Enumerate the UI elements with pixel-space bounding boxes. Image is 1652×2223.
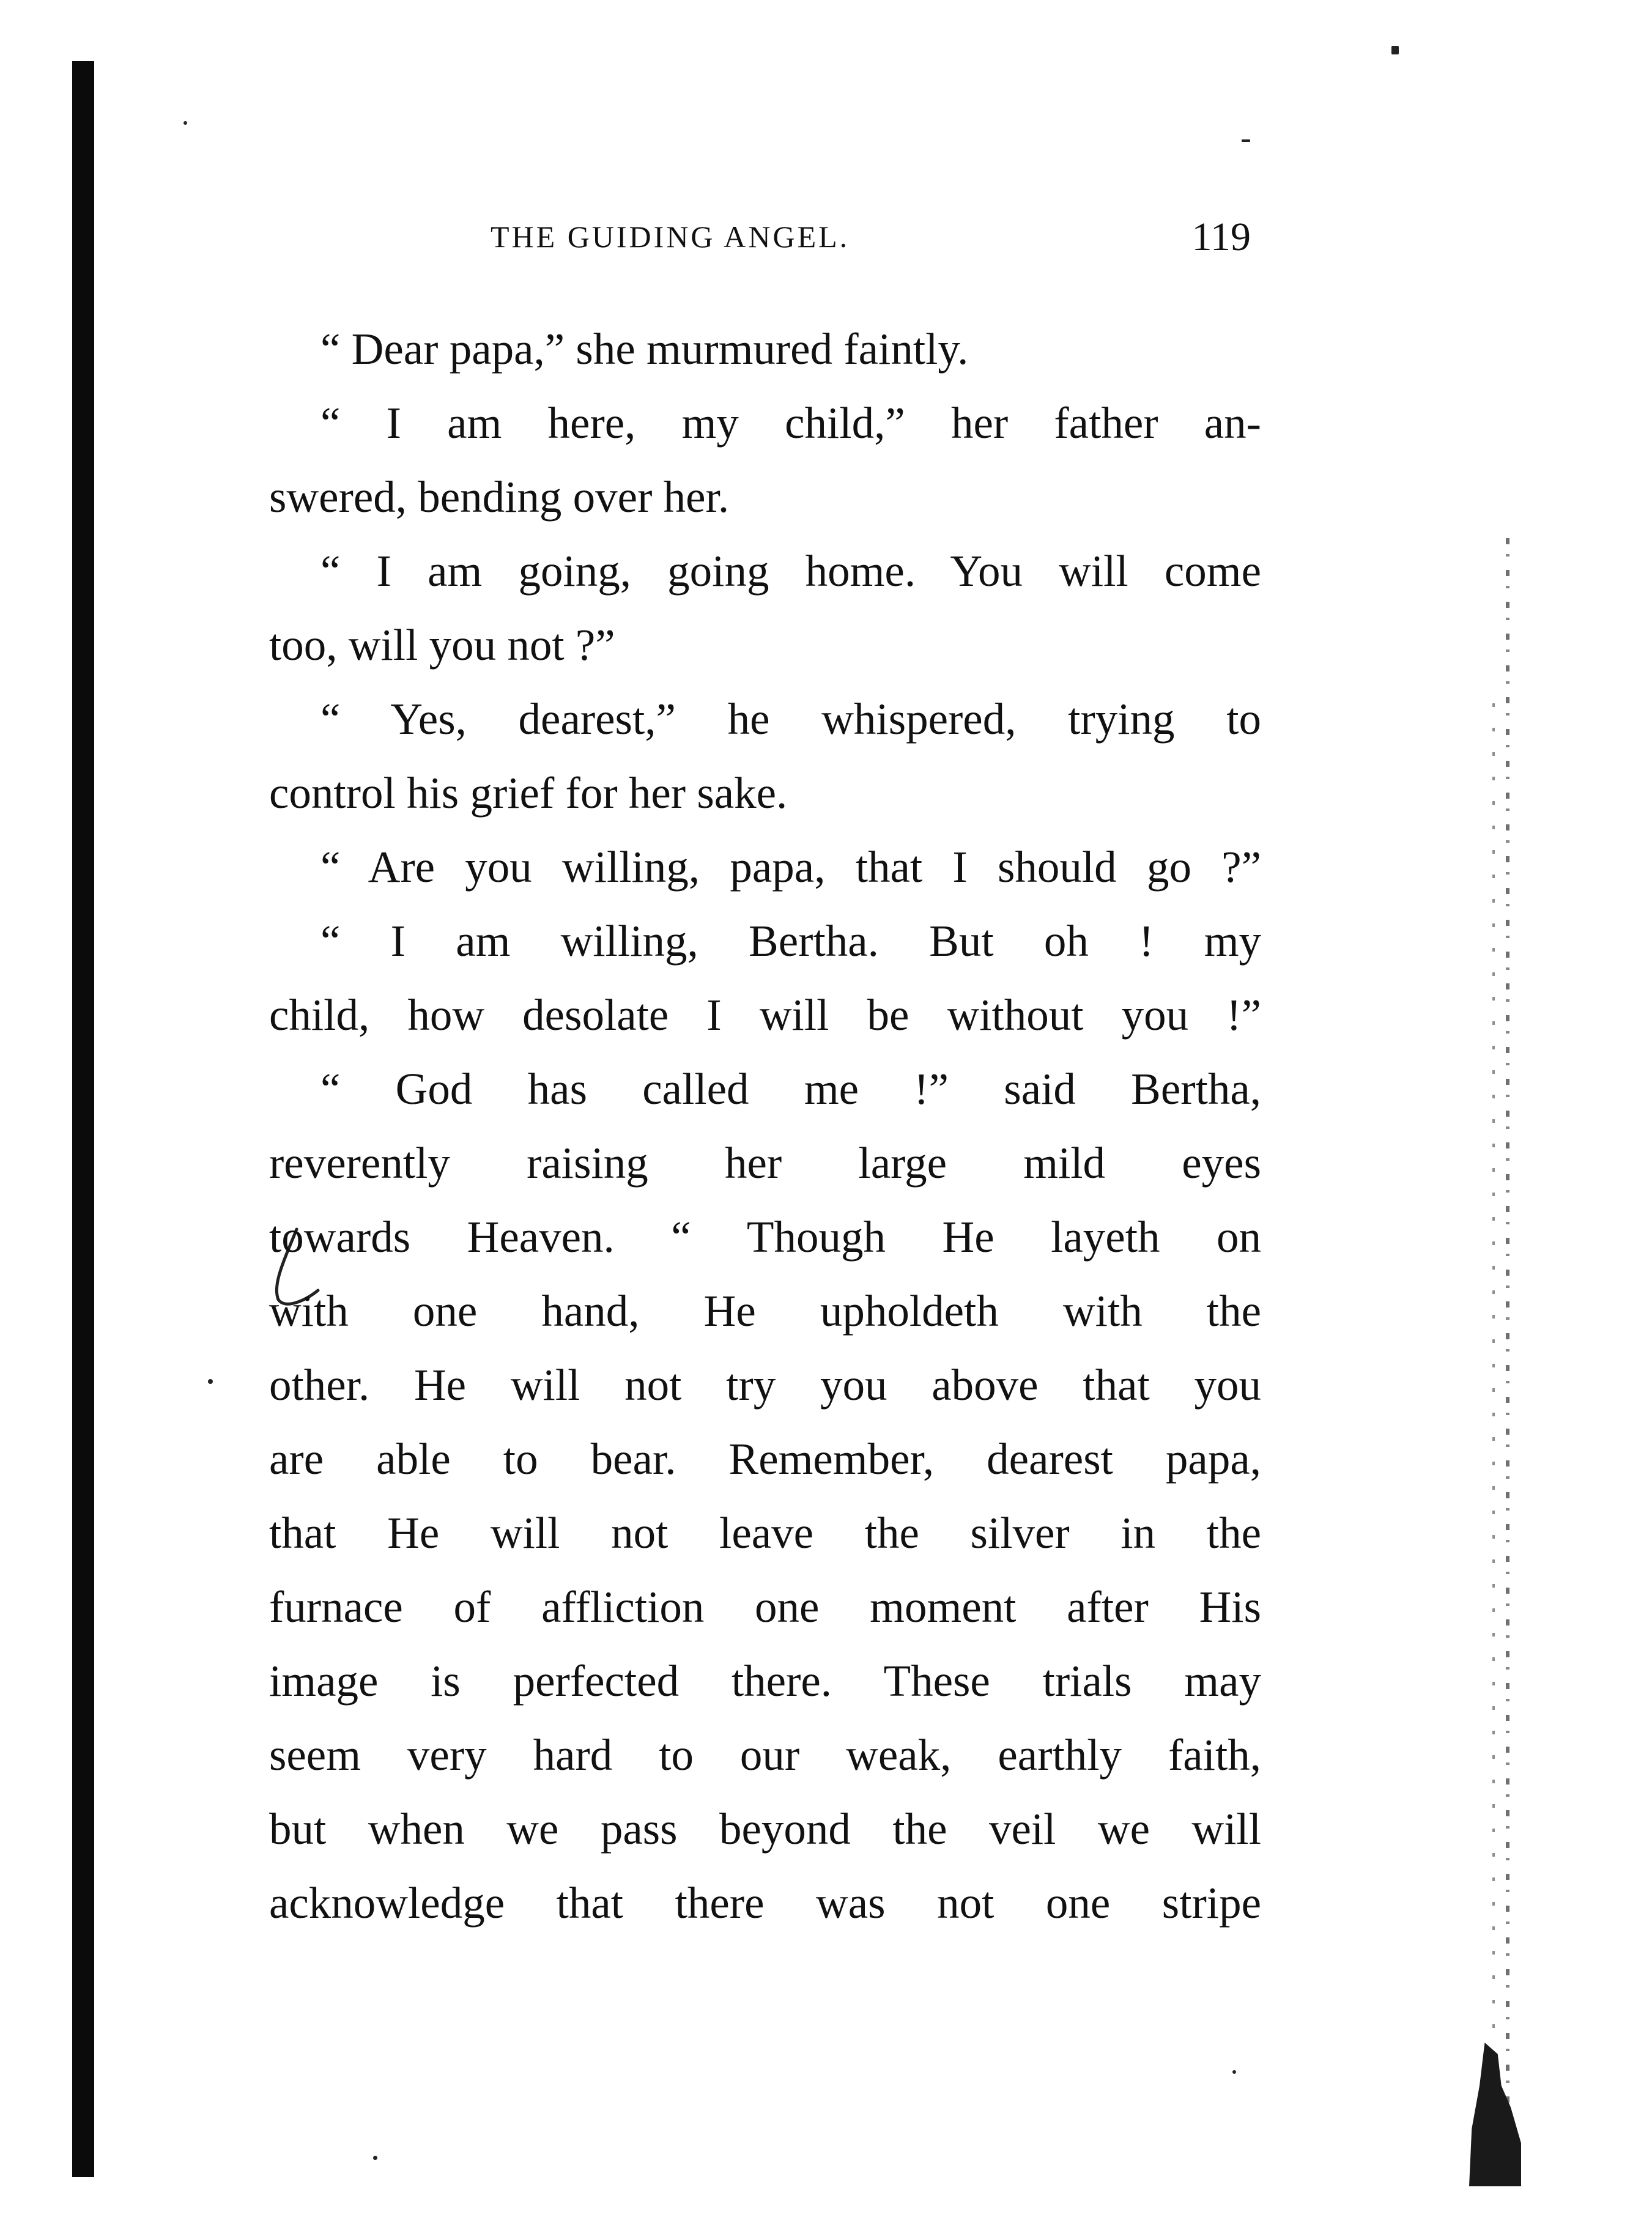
scan-edge-noise — [1506, 538, 1509, 2177]
body-text — [269, 312, 1261, 1940]
text-line: “ I am going, going home. You will come — [320, 546, 1261, 596]
speck — [1242, 139, 1250, 142]
text-line: but when we pass beyond the veil we will — [269, 1804, 1261, 1854]
text-line: “ Dear papa,” she murmured faintly. — [320, 324, 969, 374]
text-line: other. He will not try you above that you — [269, 1360, 1261, 1410]
text-line: reverently raising her large mild eyes — [269, 1138, 1261, 1188]
scan-edge-blot — [1469, 2043, 1521, 2186]
text-line: that He will not leave the silver in the — [269, 1508, 1261, 1558]
speck — [1232, 2070, 1236, 2074]
binding-edge — [72, 61, 94, 2177]
page-header — [269, 214, 1251, 269]
text-line: “ God has called me !” said Bertha, — [320, 1064, 1261, 1114]
speck — [208, 1379, 213, 1384]
text-line: child, how desolate I will be without you !” — [269, 990, 1261, 1040]
text-line: furnace of affliction one moment after His — [269, 1582, 1261, 1632]
text-line: “ Yes, dearest,” he whispered, trying to — [320, 694, 1261, 744]
speck — [183, 121, 187, 125]
text-line: seem very hard to our weak, earthly faith, — [269, 1730, 1261, 1780]
text-line: too, will you not ?” — [269, 620, 615, 670]
page-number: 119 — [1191, 215, 1251, 259]
text-line: image is perfected there. These trials may — [269, 1656, 1261, 1706]
scan-edge-noise-secondary — [1492, 703, 1495, 2049]
text-line: towards Heaven. “ Though He layeth on — [269, 1212, 1261, 1262]
running-title: THE GUIDING ANGEL. — [491, 220, 850, 254]
text-line: acknowledge that there was not one stripe — [269, 1878, 1261, 1928]
text-line: “ I am willing, Bertha. But oh ! my — [320, 916, 1261, 966]
text-line: “ Are you willing, papa, that I should go ?” — [320, 842, 1261, 892]
text-line: “ I am here, my child,” her father an- — [320, 398, 1261, 448]
text-line: are able to bear. Remember, dearest papa, — [269, 1434, 1261, 1484]
speck — [373, 2156, 377, 2160]
speck — [1391, 46, 1399, 54]
text-line: with one hand, He upholdeth with the — [269, 1286, 1261, 1336]
text-line: control his grief for her sake. — [269, 768, 788, 818]
text-line: swered, bending over her. — [269, 472, 730, 522]
